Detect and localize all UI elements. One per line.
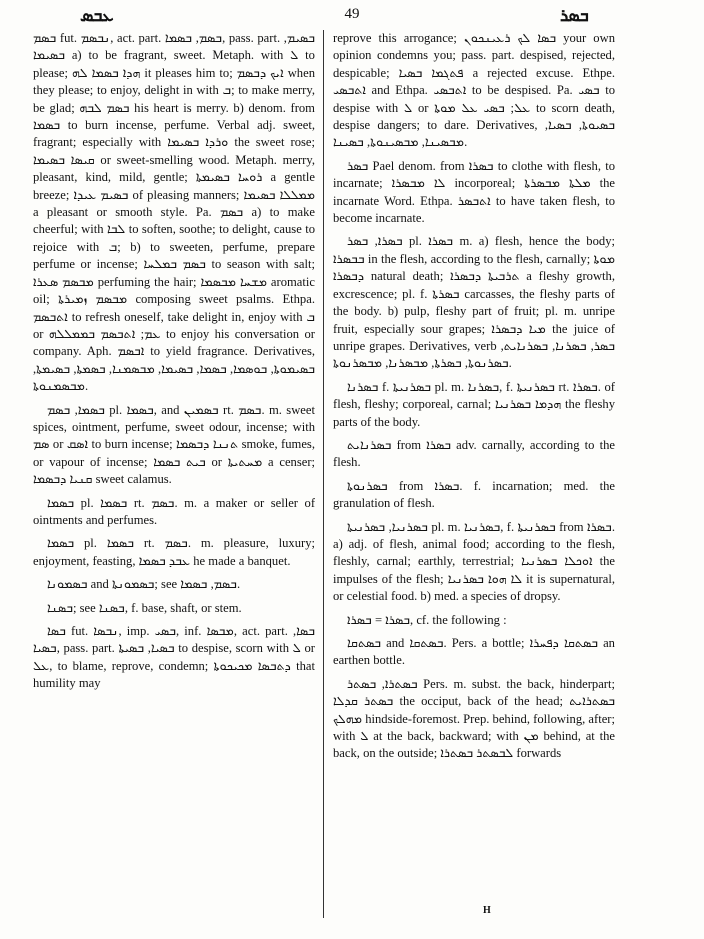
dictionary-entry: ܒܣܐ fut. ܢܒܣܐ, imp. ܒܣܝ, inf. ܡܒܣܐ, act. part. ܒܣܐ, ܒܣܝܐ, pass. part. ܒܣܝܐ, ܒܣܝܬܐ to despise, scorn with ܠ or ܥܠ, to blame, reprove, condemn; ܕܬܒܣܐ ܡܟܝܟܘܬܐ that humility may [33, 624, 315, 691]
dictionary-entry: reprove this arrogance; ܒܣܐ ܠܟ ܪܥܝܢܟܘܢ your own opinion condemns you; pass. part. despised, rejected, despicable; ܦܬܓܡܐ ܒܣܝܐ a rejected excuse. Ethpe. ܐܬܒܣܝ and Ethpa. ܐܬܒܣܝ to be despised. Pa. ܒܣܝ to despise with ܠ or ܥܠ; ܒܣܝ ܥܠ ܡܘܬܐ to scorn death, despise dangers; to dare. Derivatives, ܒܣܝܘܬܐ, ܒܣܝܐ, ܡܒܣܝܢܐ, ܡܒܣܝܢܘܬܐ, ܒܣܝܢܐ. [333, 31, 615, 150]
dictionary-entry: ܒܣܡܐ, ܒܣܡ pl. ܒܣܡܐ, and ܒܣܡܝܢ rt. ܒܣܡ. m. sweet spices, ointment, perfume, sweet odour, incense; with ܣܡ or ܐܣܩ to burn incense; ܬܢܢܐ ܕܒܣܡܐ smoke, fumes, or vapour of incense; ܒܝܬ ܒܣܡܐ or ܡܚܬܝܬܐ a censer; ܩܢܝܐ ܕܒܣܡܐ sweet calamus. [33, 402, 315, 487]
dictionary-entry: ܒܣܡ fut. ܢܒܣܡ, act. part. ܒܣܡ, ܒܣܡܐ, pass. part. ܒܣܝܡ, ܒܣܝܡܐ a) to be fragrant, sweet. Metaph. with ܠ to please; ܗܕܐ ܒܣܡܐ ܠܗ it pleases him to; ܐܝܟ ܕܒܣܡ when they please; to enjoy, delight in with ܒ; to make merry, be glad; ܒܣܡ ܠܒܗ his heart is merry. b) denom. from ܒܣܡܐ to burn incense, perfume. Verbal adj. sweet, fragrant; especially with ܘܪܕܐ ܒܣܝܡܐ the sweet rose; ܩܝܣܐ ܒܣܝܡܐ or sweet-smelling wood. Metaph. merry, pleasant, kind, mild, gentle; ܪܘܚܐ ܒܣܝܡܬܐ a gentle breeze; ܒܣܝܡ ܥܝܕܐ of pleasing manners; ܡܡܠܠܐ ܒܣܝܡܐ a pleasant or smooth style. Pa. ܒܣܡ a) to make cheerful; with ܠܒܐ to soften, soothe; to delight, cause to rejoice with ܒ; b) to sweeten, perfume, prepare perfume or incense; ܒܣܡ ܒܡܠܚܐ to season with salt; ܡܒܣܡ ܣܥܪܐ perfuming the hair; ܡܫܚܐ ܡܒܣܡܐ aromatic oil; ܡܒܣܡ ܙܡܝܪܬܐ composing sweet psalms. Ethpa. ܐܬܒܣܡ to refresh oneself, take delight in, enjoy with ܒ or ܥܡ; ܐܬܒܣܡ ܒܡܡܠܠܗ to enjoy his conversation or company. Aph. ܐܒܣܡ to yield fragrance. Derivatives, ܒܣܝܡܘܬܐ, ܒܘܣܡܐ, ܒܣܡܐ, ܒܣܝܡܐ, ܡܒܣܡܢܐ, ܒܣܡܬܐ, ܒܣܝܡܬܐ, ܡܒܣܡܢܘܬܐ. [33, 31, 315, 394]
dictionary-entry: ܒܣܬܪܐ, ܒܣܬܪ Pers. m. subst. the back, hinderpart; ܒܣܬܪ ܩܕܠܐ the occiput, back of the head; ܒܣܬܪܐܝܬ ܡܗܠܟ hindside-foremost. Prep. behind, following, after; with ܠ at the back, backward; with ܡܢ behind, at the back, on the outside; ܠܒܣܬܪ ܒܣܬܪܐ forwards [333, 676, 615, 761]
dictionary-entry: ܒܣܪܐ = ܒܣܪܐ, cf. the following : [347, 612, 507, 627]
right-column [333, 30, 615, 910]
dictionary-entry: ܒܣܪ Pael denom. from ܒܣܪܐ to clothe with flesh, to incarnate; ܠܐ ܡܒܣܪܐ incorporeal; ܡܠܬܐ ܡܒܣܪܬܐ the incarnate Word. Ethpa. ܐܬܒܣܪ to have taken flesh, to become incarnate. [333, 158, 615, 226]
signature-mark: H [483, 905, 491, 916]
column-divider [323, 30, 324, 918]
dictionary-entry: ܒܣܬܩܐ and ܒܣܬܩܐ. Pers. a bottle; ܒܣܬܩܐ ܕܦܚܪܐ an earthen bottle. [333, 636, 615, 668]
dictionary-entry: ܒܣܡܘܢܐ and ܒܣܡܘܢܬܐ; see ܒܣܡ, ܒܣܡܐ. [47, 577, 241, 592]
page-number: 49 [344, 6, 360, 22]
dictionary-entry: ܒܣܢܐ; see ܒܣܢܐ, f. base, shaft, or stem. [47, 600, 242, 615]
left-column [33, 30, 315, 925]
dictionary-entry: ܒܣܪܢܐܝܬ from ܒܣܪܐ adv. carnally, according to the flesh. [333, 437, 615, 470]
dictionary-entry: ܒܣܡܐ pl. ܒܣܡܐ rt. ܒܣܡ. m. pleasure, luxury; enjoyment, feasting, ܥܒܕ ܒܣܡܐ he made a banquet. [33, 536, 315, 568]
dictionary-entry: ܒܣܪܐ, ܒܣܪ pl. ܒܣܪܐ m. a) flesh, hence the body; ܒܒܣܪܐ in the flesh, according to the flesh, carnally; ܡܘܬܐ ܕܒܣܪܐ natural death; ܬܪܒܝܬܐ ܕܒܣܪܐ a fleshy growth, excrescence; pl. f. ܒܣܪܬܐ carcasses, the fleshy parts of the body. b) pulp, fleshy part of fruit; pl. m. unripe fruit, especially sour grapes; ܡܝܐ ܕܒܣܪܐ the juice of unripe grapes. Derivatives, verb ܒܣܪ, ܒܣܪܢܐ, ܒܣܪܢܐܝܬ, ܒܣܪܢܘܬܐ, ܒܣܪܬܐ, ܡܒܣܪܢܐ, ܡܒܣܪܢܘܬܐ. [333, 234, 615, 371]
page-header [0, 4, 704, 28]
header-catchword-right: ܒܣܪ [560, 6, 589, 26]
dictionary-entry: ܒܣܪܢܘܬܐ from ܒܣܪܐ. f. incarnation; med. the granulation of flesh. [333, 478, 615, 511]
dictionary-entry: ܒܣܡܐ pl. ܒܣܡܐ rt. ܒܣܡ. m. a maker or seller of ointments and perfumes. [33, 495, 315, 527]
header-catchword-left: ܥܒܣ [80, 6, 114, 26]
dictionary-entry: ܒܣܪܢܝܐ, ܒܣܪܢܝܬܐ pl. m. ܒܣܪܢܝܐ, f. ܒܣܪܢܝܬܐ from ܒܣܪܐ. a) adj. of flesh, animal food; according to the flesh, fleshly, carnal; earthly, terrestrial; ܐܘܟܠܐ ܒܣܪܢܝܐ the impulses of the flesh; ܠܐ ܗܘܐ ܒܣܪܢܝܐ it is supernatural, or celestial food. b) med. a species of dropsy. [333, 519, 615, 604]
dictionary-entry: ܒܣܪܢܐ f. ܒܣܪܢܝܬܐ pl. m. ܒܣܪܢܐ, f. ܒܣܪܢܝܬܐ rt. ܒܣܪܐ. of flesh, fleshy; corporeal, carnal; ܗܕܡܐ ܒܣܪܢܝܐ the fleshy parts of the body. [333, 379, 615, 429]
